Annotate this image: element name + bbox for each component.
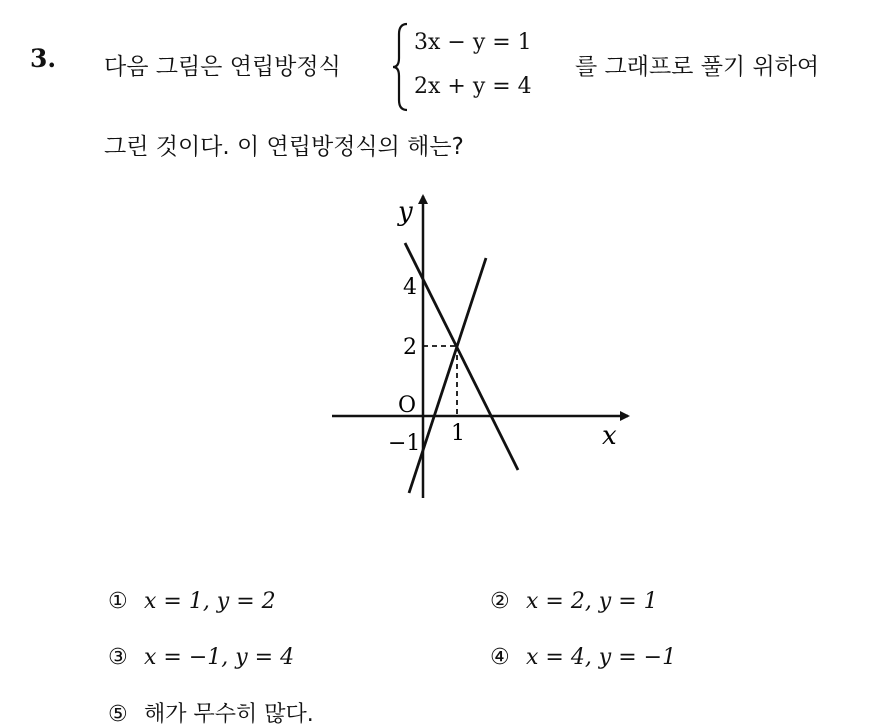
choice-3-text: x = −1, y = 4 bbox=[144, 645, 295, 670]
choice-1-mark: ① bbox=[108, 589, 128, 614]
tick-label-yneg1: −1 bbox=[388, 431, 421, 456]
choice-1-text: x = 1, y = 2 bbox=[144, 589, 276, 614]
tick-label-y2: 2 bbox=[403, 335, 417, 360]
choice-5-mark: ⑤ bbox=[108, 702, 128, 727]
question-text-before: 다음 그림은 연립방정식 bbox=[104, 54, 341, 80]
origin-label: O bbox=[398, 393, 417, 418]
equation-1: 3x − y = 1 bbox=[414, 30, 532, 55]
choice-2[interactable] bbox=[490, 589, 658, 614]
choice-1[interactable] bbox=[108, 589, 276, 614]
line-y-eq-3x-minus-1 bbox=[409, 258, 486, 493]
choice-4-mark: ④ bbox=[490, 645, 510, 670]
question-number: 3. bbox=[30, 44, 57, 73]
choice-5-text: 해가 무수히 많다. bbox=[144, 702, 314, 727]
equation-2: 2x + y = 4 bbox=[414, 74, 532, 99]
choice-2-mark: ② bbox=[490, 589, 510, 614]
choice-3-mark: ③ bbox=[108, 645, 128, 670]
choice-4-text: x = 4, y = −1 bbox=[526, 645, 677, 670]
choice-2-text: x = 2, y = 1 bbox=[526, 589, 658, 614]
question-text-line2: 그린 것이다. 이 연립방정식의 해는? bbox=[104, 134, 464, 160]
y-axis-label: y bbox=[398, 197, 413, 227]
choice-5[interactable] bbox=[108, 697, 314, 728]
tick-label-y4: 4 bbox=[403, 275, 417, 300]
question-text-after: 를 그래프로 풀기 위하여 bbox=[575, 54, 820, 80]
choice-4[interactable] bbox=[490, 645, 676, 670]
x-axis-label: x bbox=[602, 421, 617, 451]
tick-label-x1: 1 bbox=[451, 421, 465, 446]
choice-3[interactable] bbox=[108, 645, 294, 670]
